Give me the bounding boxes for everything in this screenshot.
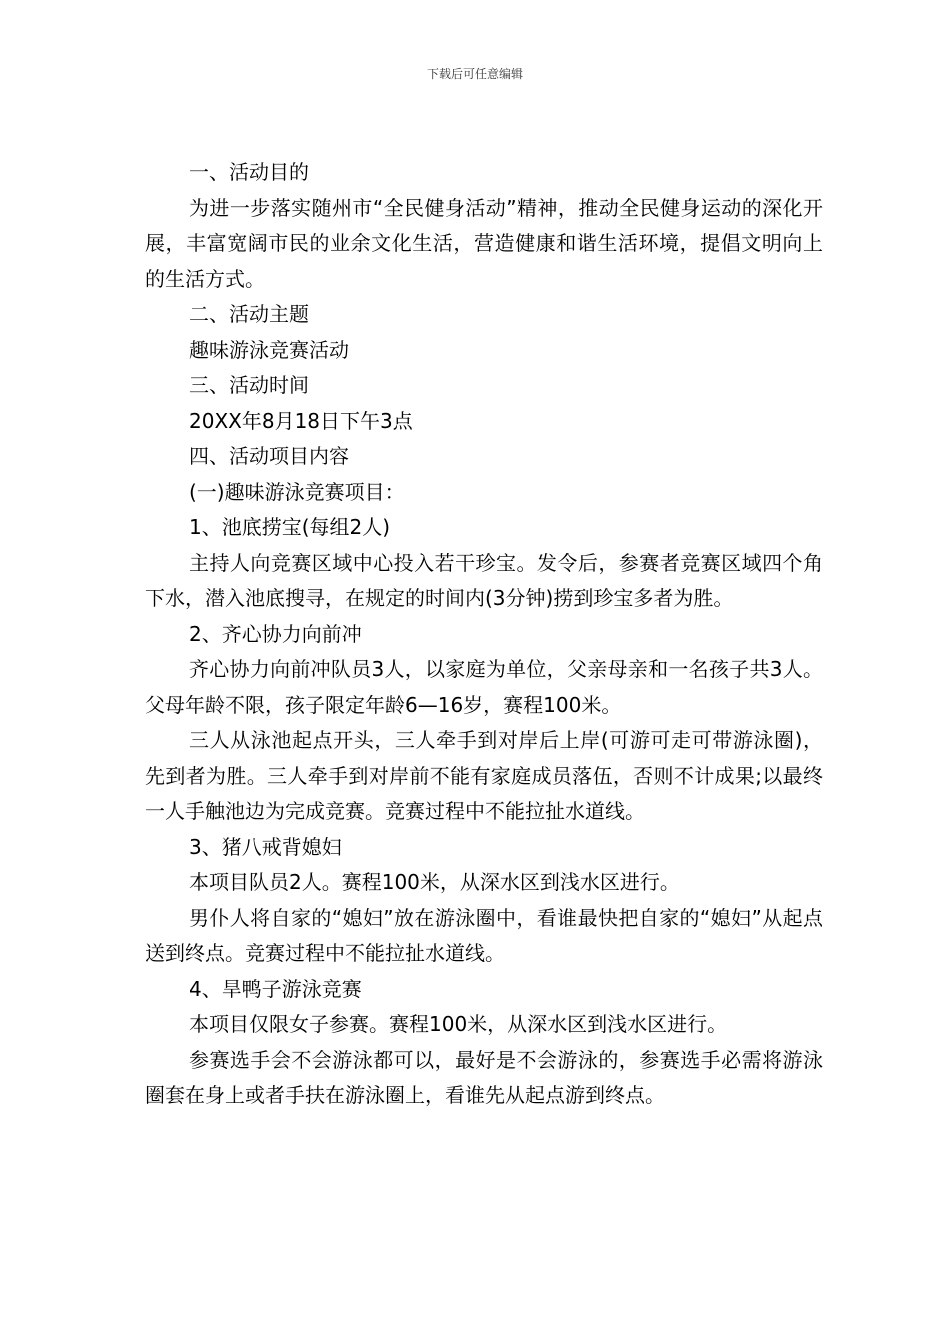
paragraph-theme: 趣味游泳竞赛活动	[189, 337, 349, 362]
paragraph-event-1: 主持人向竞赛区域中心投入若干珍宝。发令后，参赛者竞赛区域四个角下水，潜入池底搜寻，在规定的时间内(3分钟)捞到珍宝多者为胜。	[145, 550, 823, 610]
event-heading-2: 2、齐心协力向前冲	[189, 621, 362, 646]
event-heading-4: 4、旱鸭子游泳竞赛	[189, 976, 362, 1001]
paragraph-event-4b: 参赛选手会不会游泳都可以，最好是不会游泳的，参赛选手必需将游泳圈套在身上或者手扶在游泳圈上，看谁先从起点游到终点。	[145, 1047, 823, 1107]
page-header: 下载后可任意编辑	[426, 67, 523, 81]
section-heading-time: 三、活动时间	[189, 373, 309, 397]
paragraph-event-3b: 男仆人将自家的“媳妇”放在游泳圈中，看谁最快把自家的“媳妇”从起点送到终点。竞赛过程中不能拉扯水道线。	[145, 905, 823, 965]
paragraph-event-2b: 三人从泳池起点开头，三人牵手到对岸后上岸(可游可走可带游泳圈)，先到者为胜。三人牵手到对岸前不能有家庭成员落伍，否则不计成果;以最终一人手触池边为完成竞赛。竞赛过程中不能拉扯水道线。	[145, 728, 823, 823]
section-heading-purpose: 一、活动目的	[189, 160, 309, 184]
paragraph-time: 20XX年8月18日下午3点	[189, 408, 413, 433]
paragraph-purpose: 为进一步落实随州市“全民健身活动”精神，推动全民健身运动的深化开展，丰富宽阔市民的业余文化生活，营造健康和谐生活环境，提倡文明向上的生活方式。	[145, 195, 823, 291]
subheading-swimming-events: (一)趣味游泳竞赛项目：	[189, 479, 405, 504]
document-body	[145, 155, 823, 1114]
section-heading-theme: 二、活动主题	[189, 302, 309, 326]
paragraph-event-2a: 齐心协力向前冲队员3人，以家庭为单位，父亲母亲和一名孩子共3人。父母年龄不限，孩子限定年龄6—16岁，赛程100米。	[145, 657, 823, 717]
event-heading-3: 3、猪八戒背媳妇	[189, 834, 342, 859]
section-heading-content: 四、活动项目内容	[189, 444, 349, 468]
paragraph-event-3a: 本项目队员2人。赛程100米，从深水区到浅水区进行。	[189, 870, 680, 894]
event-heading-1: 1、池底捞宝(每组2人)	[189, 515, 391, 539]
paragraph-event-4a: 本项目仅限女子参赛。赛程100米，从深水区到浅水区进行。	[189, 1012, 728, 1036]
